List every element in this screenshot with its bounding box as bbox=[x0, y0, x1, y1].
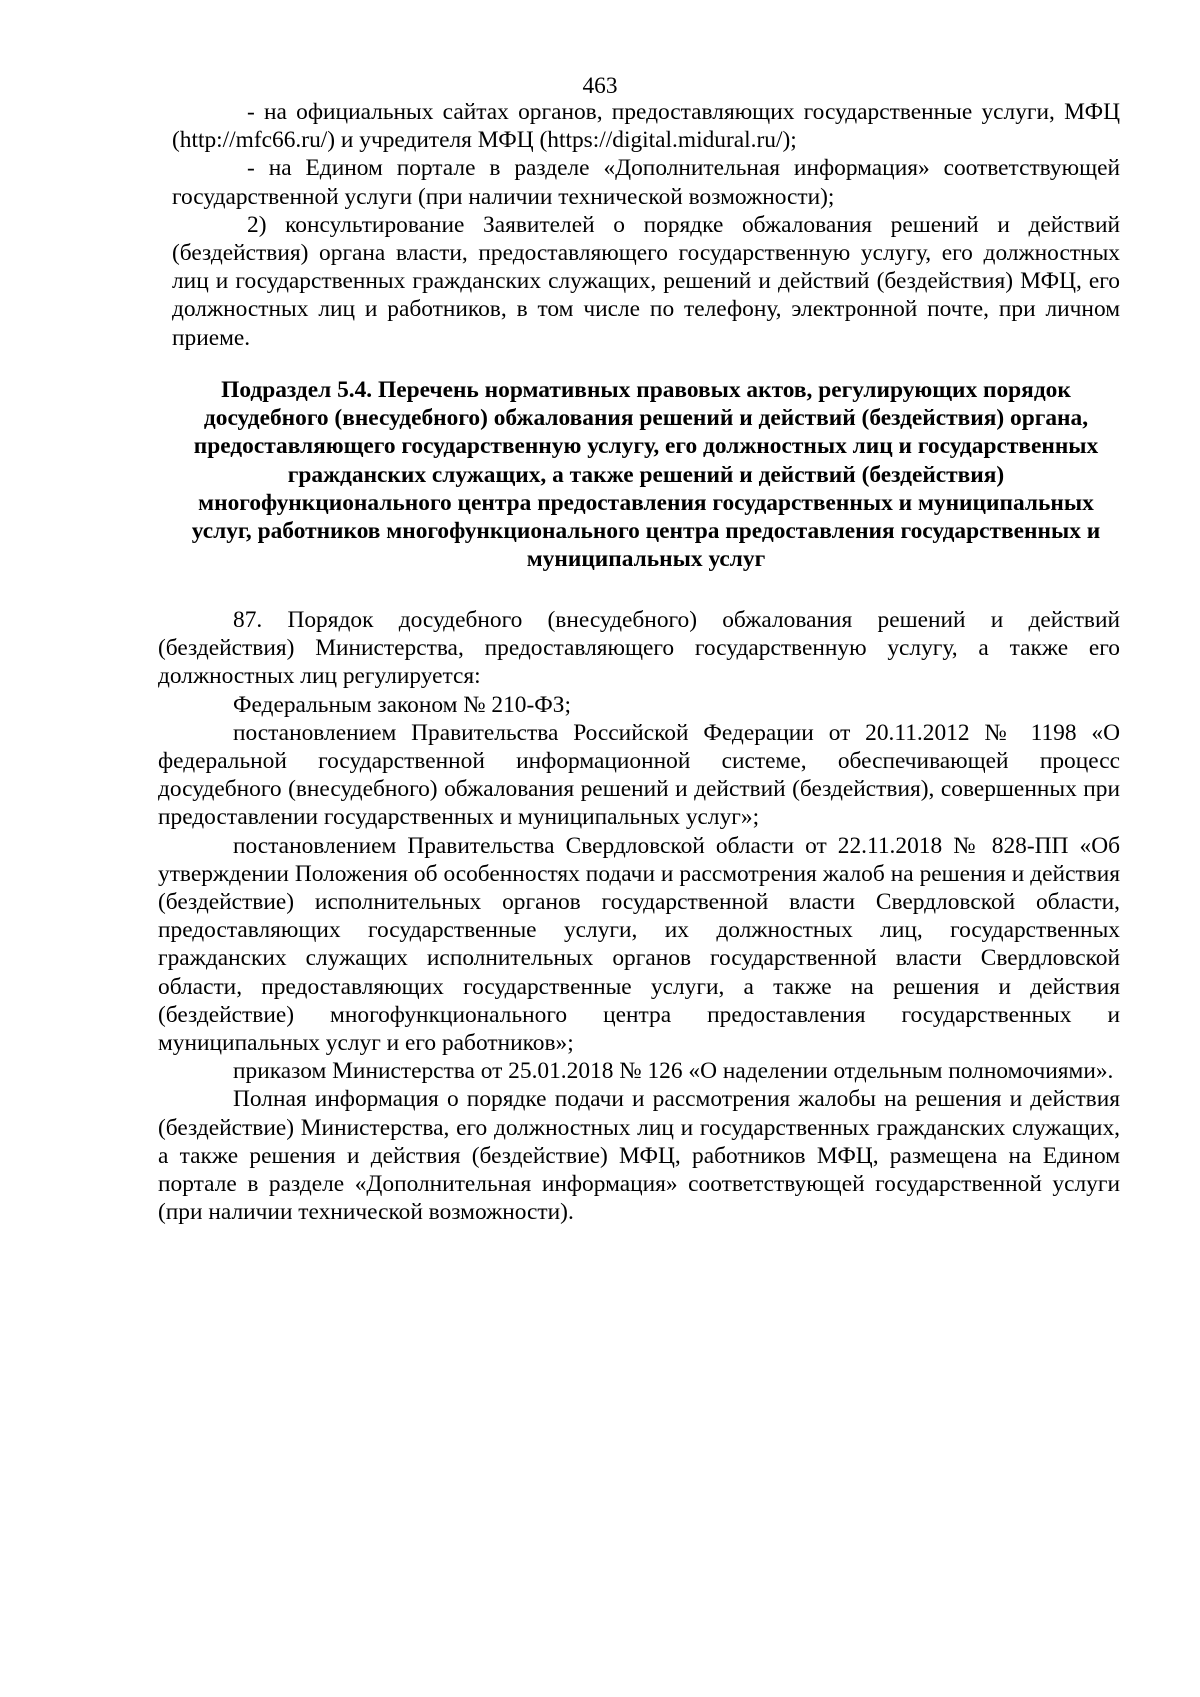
paragraph: - на Едином портале в разделе «Дополнительная информация» соответствующей государственной услуги (при наличии технической возможности); bbox=[172, 155, 1120, 210]
intro-section bbox=[172, 98, 1120, 352]
paragraph: 2) консультирование Заявителей о порядке обжалования решений и действий (бездействия) органа власти, предоставляющего государственную услугу, его должностных лиц и государственных гражданских служащих, решений и действий (бездействия) МФЦ, его должностных лиц и работников, в том числе по телефону, электронной почте, при личном приеме. bbox=[172, 211, 1120, 351]
paragraph: приказом Министерства от 25.01.2018 № 126 «О наделении отдельным полномочиями». bbox=[233, 1058, 1114, 1085]
paragraph: - на официальных сайтах органов, предоставляющих государственные услуги, МФЦ (http://mfc66.ru/) и учредителя МФЦ (https://digital.midural.ru/); bbox=[172, 99, 1120, 154]
subsection-heading-block bbox=[180, 376, 1112, 573]
paragraph: Федеральным законом № 210-ФЗ; bbox=[233, 691, 571, 718]
paragraph: постановлением Правительства Российской Федерации от 20.11.2012 № 1198 «О федеральной государственной информационной системе, обеспечивающей процесс досудебного (внесудебного) обжалования решений и действий (бездействия), совершенных при предоставлении государственных и муниципальных услуг»; bbox=[158, 719, 1120, 831]
page-number: 463 bbox=[582, 73, 618, 99]
subsection-heading: Подраздел 5.4. Перечень нормативных правовых актов, регулирующих порядок досудебного (внесудебного) обжалования решений и действий (бездействия) органа, предоставляющего государственную услугу, его должностных лиц и государственных гражданских служащих, а также решений и действий (бездействия) многофункционального центра предоставления государственных и муниципальных услуг, работников многофункционального центра предоставления государственных и муниципальных услуг bbox=[191, 377, 1101, 573]
paragraph: Полная информация о порядке подачи и рассмотрения жалобы на решения и действия (бездействие) Министерства, его должностных лиц и государственных гражданских служащих, а также решения и действия (бездействие) МФЦ, работников МФЦ, размещена на Едином портале в разделе «Дополнительная информация» соответствующей государственной услуги (при наличии технической возможности). bbox=[158, 1086, 1120, 1226]
paragraph: 87. Порядок досудебного (внесудебного) обжалования решений и действий (бездействия) Министерства, предоставляющего государственную услугу, а также его должностных лиц регулируется: bbox=[158, 607, 1120, 690]
body-section bbox=[158, 606, 1120, 1226]
paragraph: постановлением Правительства Свердловской области от 22.11.2018 № 828-ПП «Об утверждении Положения об особенностях подачи и рассмотрения жалоб на решения и действия (бездействие) исполнительных органов государственной власти Свердловской области, предоставляющих государственные услуги, их должностных лиц, государственных гражданских служащих исполнительных органов государственной власти Свердловской области, предоставляющих государственные услуги, а также на решения и действия (бездействие) многофункционального центра предоставления государственных и муниципальных услуг и его работников»; bbox=[158, 832, 1120, 1057]
